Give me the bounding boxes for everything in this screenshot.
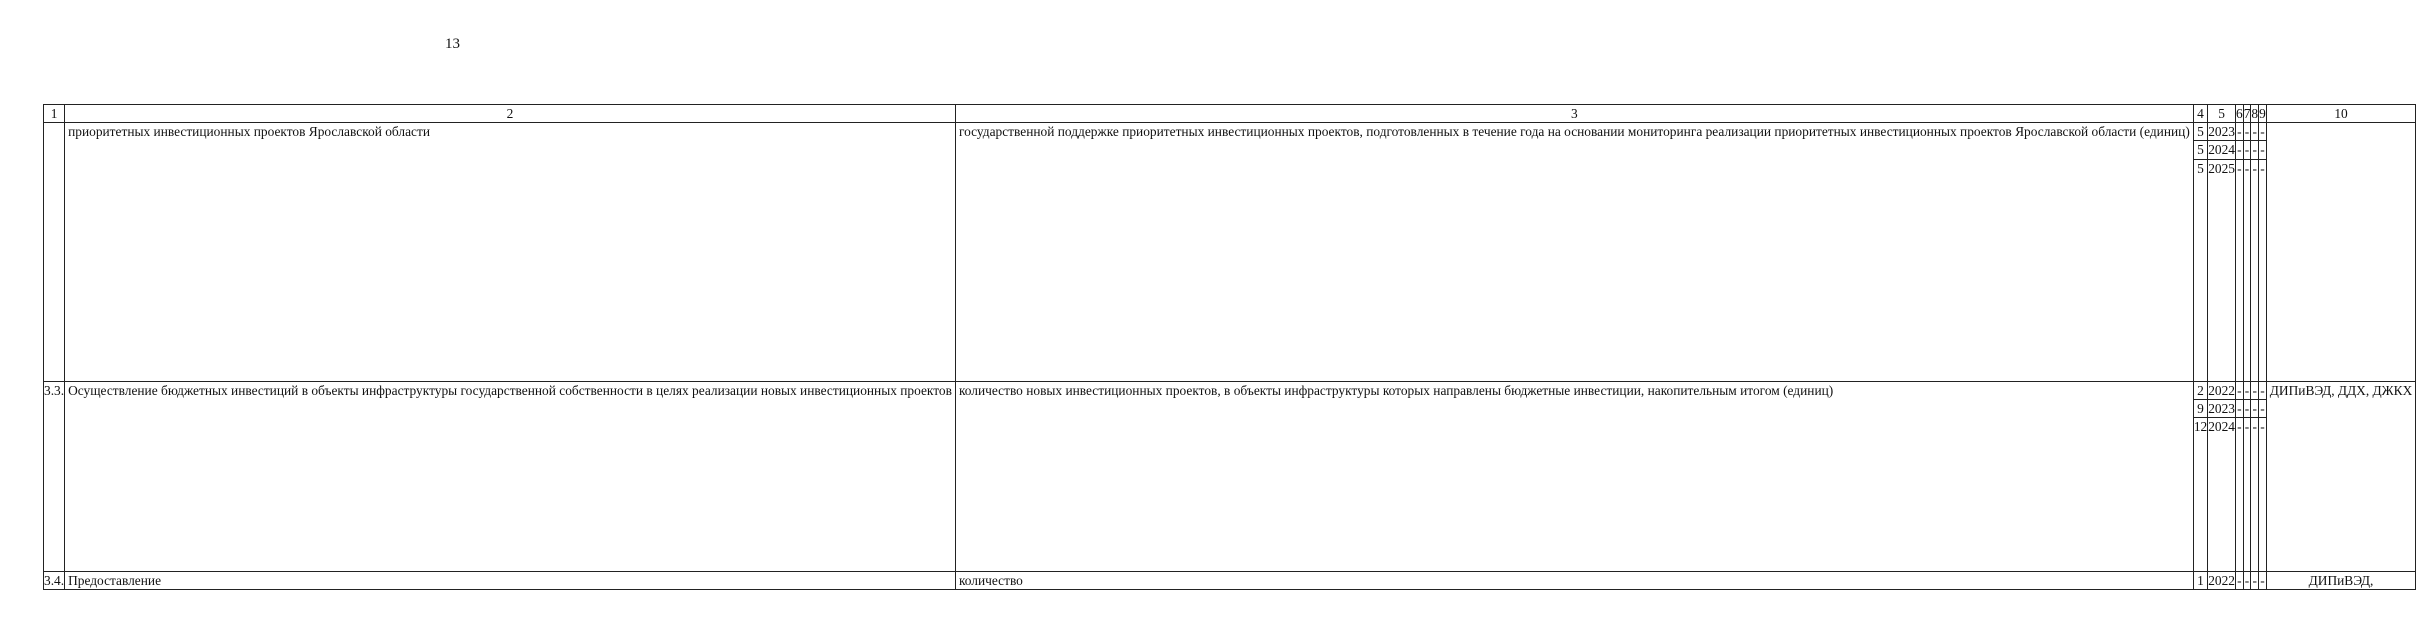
measure-name: Предоставление (65, 572, 956, 590)
year: 2022 (2208, 382, 2235, 398)
cell-9: - (2260, 400, 2265, 416)
header-cell: 3 (955, 105, 2193, 123)
header-cell: 8 (2251, 106, 2259, 121)
page-number: 13 (445, 36, 460, 52)
cell-7: - (2243, 418, 2251, 572)
header-cell: 10 (2266, 105, 2415, 123)
cell-6: - (2237, 124, 2242, 140)
measure-name: Осуществление бюджетных инвестиций в объекты инфраструктуры государственной собственности в целях реализации новых инвестиционных проектов (65, 381, 956, 571)
cell-8: - (2252, 382, 2257, 398)
indicator-name: количество новых инвестиционных проектов, в объекты инфраструктуры которых направлены бюджетные инвестиции, накопительным итогом (единиц) (955, 381, 2193, 571)
year: 2024 (2208, 142, 2235, 158)
indicator-value: 9 (2193, 399, 2207, 417)
cell-6: - (2235, 418, 2243, 572)
year: 2025 (2208, 159, 2236, 381)
cell-9: - (2260, 124, 2265, 140)
year: 2024 (2208, 418, 2236, 572)
indicator-value: 1 (2193, 572, 2207, 590)
cell-8: - (2252, 124, 2257, 140)
table-header-row (44, 105, 2416, 123)
header-cell: 9 (2259, 106, 2266, 121)
responsible (2266, 123, 2415, 381)
cell-8: - (2251, 418, 2259, 572)
year: 2023 (2208, 124, 2235, 140)
cell-9: - (2260, 382, 2265, 398)
section-number (44, 123, 65, 381)
cell-7: - (2243, 159, 2251, 381)
indicator-name: государственной поддержке приоритетных инвестиционных проектов, подготовленных в течение года на основании мониторинга реализации приоритетных инвестиционных проектов Ярославской области (единиц) (955, 123, 2193, 381)
cell-7: - (2244, 124, 2250, 140)
header-cell: 7 (2243, 106, 2251, 121)
cell-7: - (2244, 400, 2250, 416)
cell-9: - (2259, 418, 2267, 572)
header-cell: 4 (2193, 105, 2207, 123)
responsible: ДИПиВЭД, (2266, 572, 2415, 590)
cell-8: - (2252, 573, 2257, 589)
indicator-value: 12 (2193, 418, 2207, 572)
indicator-value: 5 (2193, 123, 2207, 141)
cell-9: - (2259, 159, 2267, 381)
indicator-value: 2 (2193, 381, 2207, 399)
cell-6: - (2237, 382, 2242, 398)
header-cell: 2 (65, 105, 956, 123)
header-cell: 6 (2235, 106, 2243, 121)
cell-9: - (2260, 573, 2265, 589)
table-row (44, 572, 2416, 590)
cell-7: - (2244, 573, 2250, 589)
section-number: 3.3. (44, 381, 65, 571)
year: 2023 (2208, 400, 2235, 416)
cell-6: - (2237, 400, 2242, 416)
indicator-value: 5 (2193, 159, 2207, 381)
header-cell: 5 (2208, 105, 2236, 123)
indicator-value: 5 (2193, 141, 2207, 159)
cell-9: - (2260, 142, 2265, 158)
responsible: ДИПиВЭД, ДДХ, ДЖКХ (2266, 381, 2415, 571)
cell-6: - (2237, 142, 2242, 158)
cell-6: - (2237, 573, 2242, 589)
cell-8: - (2251, 159, 2259, 381)
measures-table (43, 104, 2416, 590)
cell-7: - (2244, 382, 2250, 398)
header-cell: 1 (44, 105, 65, 123)
year: 2022 (2208, 573, 2235, 589)
cell-8: - (2252, 142, 2257, 158)
cell-8: - (2252, 400, 2257, 416)
cell-6: - (2235, 159, 2243, 381)
table-row (44, 123, 2416, 141)
measure-name: приоритетных инвестиционных проектов Ярославской области (65, 123, 956, 381)
section-number: 3.4. (44, 573, 65, 589)
cell-7: - (2244, 142, 2250, 158)
table-row (44, 381, 2416, 399)
indicator-name: количество (955, 572, 2193, 590)
